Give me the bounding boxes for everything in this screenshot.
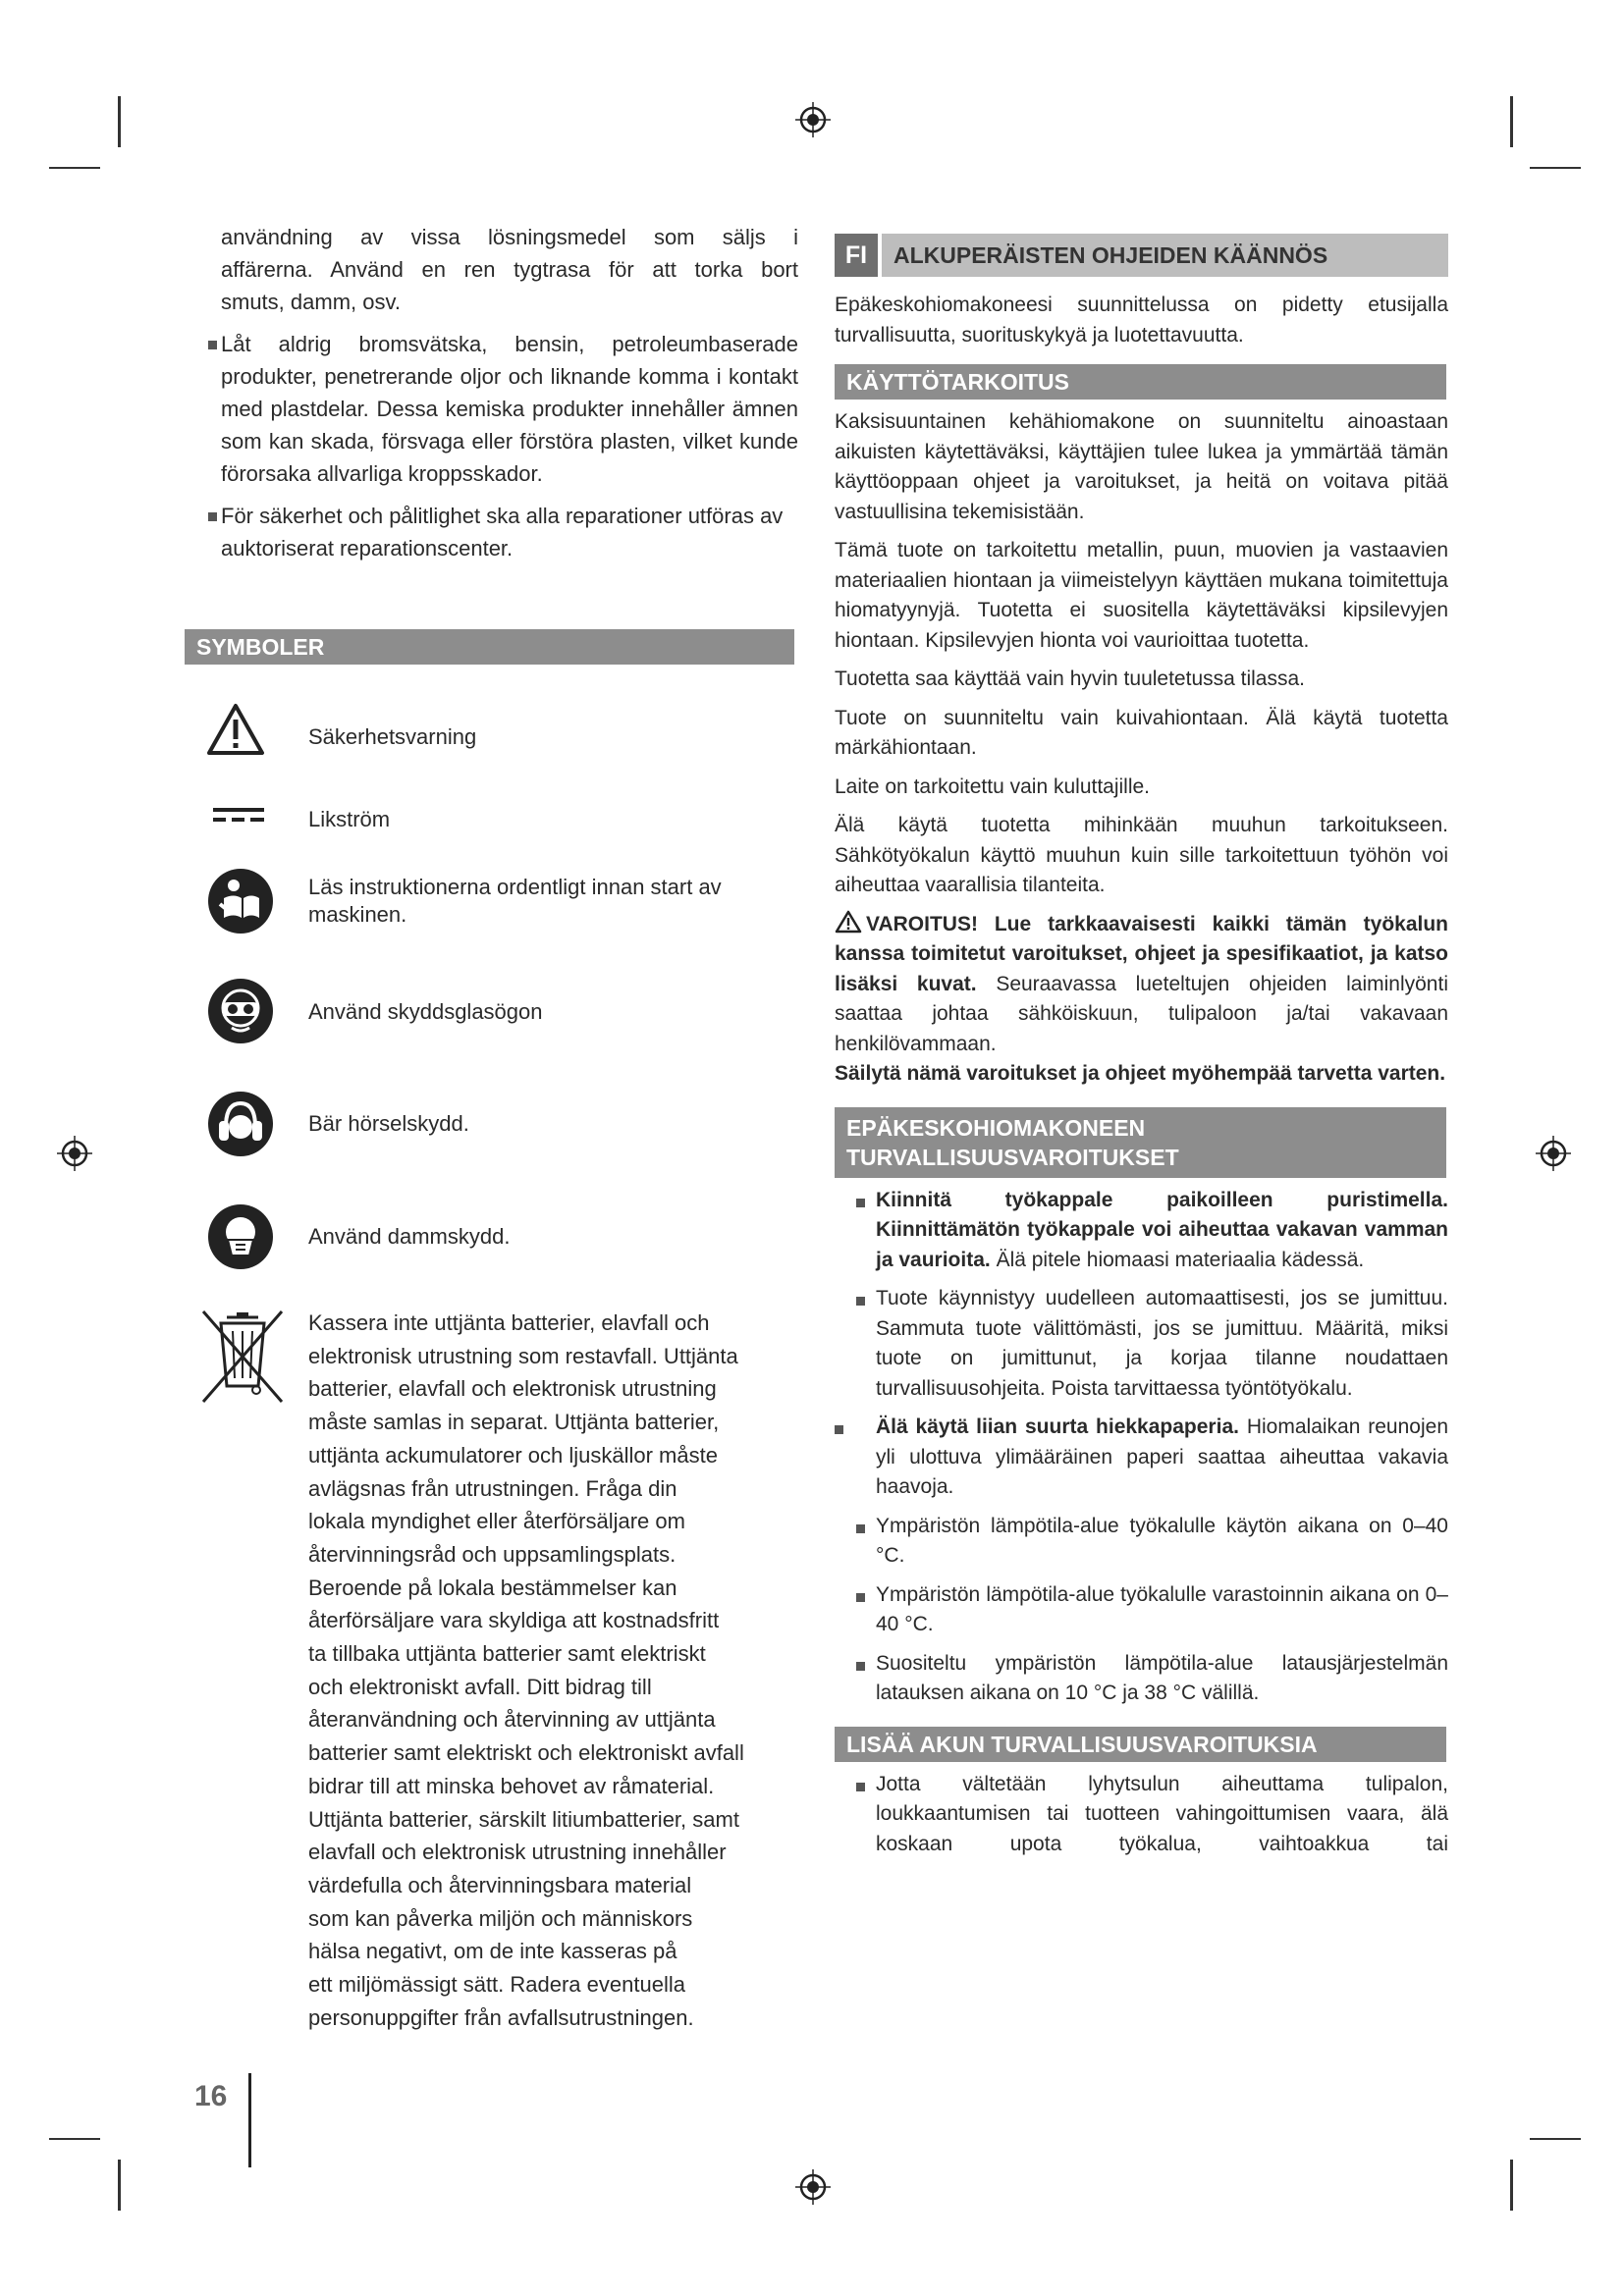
weee-text <box>308 1307 799 2034</box>
bullet-square-icon <box>835 1425 843 1434</box>
registration-mark-icon <box>793 2167 833 2207</box>
left-column <box>221 221 798 564</box>
weee-line: elavfall och elektronisk utrustning innehåller <box>308 1840 727 1865</box>
symbol-label: Likström <box>308 807 391 831</box>
page-number: 16 <box>194 2080 228 2112</box>
section-heading <box>835 1107 1446 1178</box>
heading-line: TURVALLISUUSVAROITUKSET <box>846 1144 1179 1170</box>
weee-line: batterier samt elektriskt och elektroniskt avfall <box>308 1740 744 1766</box>
crop-mark <box>1510 96 1513 147</box>
language-code-badge: FI <box>835 234 878 277</box>
section-heading: LISÄÄ AKUN TURVALLISUUSVAROITUKSIA <box>835 1727 1446 1762</box>
bullet-bold-text: Älä käytä liian suurta hiekkapaperia. <box>876 1415 1239 1438</box>
section-heading: SYMBOLER <box>185 629 794 665</box>
symbol-label: Säkerhetsvarning <box>308 724 477 749</box>
symbol-label: Läs instruktionerna ordentligt innan start av maskinen. <box>308 875 722 927</box>
intro-paragraph: Epäkeskohiomakoneesi suunnittelussa on pidetty etusijalla turvallisuutta, suorituskykyä ja luotettavuutta. <box>835 294 1448 347</box>
list-item <box>835 1284 1448 1404</box>
list-item <box>221 500 798 564</box>
paragraph: Tuote on suunniteltu vain kuivahiontaan. Älä käytä tuotetta märkähiontaan. <box>835 706 1448 759</box>
weee-line: lokala myndighet eller återförsäljare om <box>308 1509 685 1534</box>
crop-mark <box>118 2160 121 2211</box>
warning-triangle-icon <box>206 702 265 757</box>
bullet-square-icon <box>208 341 217 349</box>
weee-line: återförsäljare vara skyldiga att kostnadsfritt <box>308 1608 720 1633</box>
heading-line: EPÄKESKOHIOMAKONEEN <box>846 1114 1146 1141</box>
read-manual-icon <box>206 867 275 935</box>
list-item <box>221 328 798 490</box>
bullet-text: Älä pitele hiomaasi materiaalia kädessä. <box>996 1248 1365 1271</box>
bullet-square-icon <box>856 1783 865 1791</box>
list-item <box>835 1512 1448 1572</box>
bullet-square-icon <box>856 1662 865 1671</box>
weee-line: Kassera inte uttjänta batterier, elavfall och <box>308 1310 710 1335</box>
weee-line: värdefulla och återvinningsbara material <box>308 1872 692 1897</box>
symbol-label: Använd dammskydd. <box>308 1224 511 1249</box>
crop-mark <box>49 167 100 169</box>
list-item <box>835 1649 1448 1709</box>
list-item <box>835 1186 1448 1276</box>
paragraph: Kaksisuuntainen kehähiomakone on suunniteltu ainoastaan aikuisten käytettäväksi, käyttäjien tulee lukea ja ymmärtää tämän käyttöoppaan ohjeet ja varoitukset, ja heitä on voitava pitää vastuullisina tekemisistään. <box>835 410 1448 523</box>
language-title: ALKUPERÄISTEN OHJEIDEN KÄÄNNÖS <box>882 234 1448 277</box>
weee-line: återvinningsråd och uppsamlingsplats. <box>308 1541 677 1567</box>
weee-line: ta tillbaka uttjänta batterier samt elektriskt <box>308 1641 706 1667</box>
intro-line: affärerna. Använd en ren tygtrasa för att torka bort <box>221 257 798 282</box>
warning-triangle-icon <box>835 910 862 934</box>
bullet-text: Tuote käynnistyy uudelleen automaattisesti, jos se jumittuu. Sammuta tuote välittömästi, jos se jumittuu. Määritä, miksi tuote on jumittunut, ja korjaa tilanne noudattaen turvallisuusohjeita. Poista tarvittaessa työntötyökalu. <box>876 1287 1448 1400</box>
registration-mark-icon <box>1534 1134 1573 1173</box>
safety-goggles-icon <box>206 977 275 1045</box>
page-number-rule <box>248 2073 251 2167</box>
list-item <box>835 1580 1448 1640</box>
weee-line: Uttjänta batterier, särskilt litiumbatterier, samt <box>308 1806 739 1832</box>
weee-line: hälsa negativt, om de inte kasseras på <box>308 1939 677 1964</box>
bullet-text: Jotta vältetään lyhytsulun aiheuttama tulipalon, loukkaantumisen tai tuotteen vahingoittumisen vaara, älä koskaan upota työkalua, vaihtoakkua tai <box>876 1772 1448 1855</box>
bullet-square-icon <box>856 1524 865 1533</box>
intro-line: användning av vissa lösningsmedel som säljs i <box>221 225 798 249</box>
paragraph: Laite on tarkoitettu vain kuluttajille. <box>835 774 1151 798</box>
crop-mark <box>118 96 121 147</box>
bullet-square-icon <box>856 1297 865 1306</box>
weee-line: Beroende på lokala bestämmelser kan <box>308 1575 677 1600</box>
bullet-text: Suositeltu ympäristön lämpötila-alue latausjärjestelmän latauksen aikana on 10 °C ja 38 °C välillä. <box>876 1651 1448 1704</box>
weee-line: batterier, elavfall och elektronisk utrustning <box>308 1376 717 1402</box>
weee-line: personuppgifter från avfallsutrustningen. <box>308 2004 694 2030</box>
registration-mark-icon <box>793 100 833 139</box>
weee-line: måste samlas in separat. Uttjänta batterier, <box>308 1410 720 1435</box>
bullet-bold-text: Kiinnitä työkappale paikoilleen puristimella. Kiinnittämätön työkappale voi aiheuttaa vakavan vamman ja vaurioita. <box>876 1188 1448 1271</box>
symbol-label: Bär hörselskydd. <box>308 1111 469 1136</box>
language-header <box>835 234 1448 277</box>
ear-protection-icon <box>206 1090 275 1158</box>
warning-bold-text: VAROITUS! Lue tarkkaavaisesti kaikki tämän työkalun kanssa toimitetut varoitukset, ohjeet ja spesifikaatiot, ja katso lisäksi kuvat. <box>835 912 1448 995</box>
direct-current-icon <box>211 805 266 825</box>
paragraph: Tuotetta saa käyttää vain hyvin tuuletetussa tilassa. <box>835 667 1305 690</box>
paragraph: Älä käytä tuotetta mihinkään muuhun tarkoitukseen. Sähkötyökalun käyttö muuhun kuin sille tarkoitettuun työhön voi aiheuttaa vaarallisia tilanteita. <box>835 814 1448 896</box>
crop-mark <box>49 2138 100 2140</box>
weee-line: ett miljömässigt sätt. Radera eventuella <box>308 1972 685 1998</box>
bullet-text: Ympäristön lämpötila-alue työkalulle varastoinnin aikana on 0–40 °C. <box>876 1582 1448 1635</box>
weee-line: bidrar till att minska behovet av råmaterial. <box>308 1773 715 1798</box>
list-item <box>835 1413 1448 1503</box>
crop-mark <box>1530 2138 1581 2140</box>
weee-line: och elektroniskt avfall. Ditt bidrag till <box>308 1674 652 1699</box>
weee-line: avlägsnas från utrustningen. Fråga din <box>308 1475 677 1501</box>
section-heading: KÄYTTÖTARKOITUS <box>835 364 1446 400</box>
weee-line: uttjänta ackumulatorer och ljuskällor måste <box>308 1442 718 1468</box>
bullet-square-icon <box>208 512 217 521</box>
warning-paragraph <box>835 910 1448 1060</box>
crossed-bin-icon <box>199 1308 286 1406</box>
warning-text: Seuraavassa lueteltujen ohjeiden laiminlyönti saattaa johtaa sähköiskuun, tulipaloon ja/tai vakavaan henkilövammaan. <box>835 972 1448 1055</box>
registration-mark-icon <box>55 1134 94 1173</box>
bullet-text: Ympäristön lämpötila-alue työkalulle käytön aikana on 0–40 °C. <box>876 1514 1448 1567</box>
bullet-square-icon <box>856 1199 865 1207</box>
bullet-text: Låt aldrig bromsvätska, bensin, petroleumbaserade produkter, penetrerande oljor och liknande komma i kontakt med plastdelar. Dessa kemiska produkter innehåller ämnen som kan skada, försvaga eller förstöra plasten, vilket kunde förorsaka allvarliga kroppsskador. <box>221 332 798 486</box>
weee-line: som kan påverka miljön och människors <box>308 1905 693 1931</box>
right-column <box>835 234 1448 1859</box>
keep-instructions: Säilytä nämä varoitukset ja ohjeet myöhempää tarvetta varten. <box>835 1062 1446 1085</box>
bullet-square-icon <box>856 1593 865 1602</box>
list-item <box>835 1770 1448 1860</box>
weee-line: återanvändning och återvinning av uttjänta <box>308 1707 716 1733</box>
intro-line: smuts, damm, osv. <box>221 290 401 314</box>
weee-line: elektronisk utrustning som restavfall. Uttjänta <box>308 1343 738 1368</box>
paragraph: Tämä tuote on tarkoitettu metallin, puun, muovien ja vastaavien materiaalien hiontaan ja viimeistelyyn käyttäen mukana toimitettuja hiomatyynyjä. Tuotetta ei suositella käytettäväksi kipsilevyjen hiontaan. Kipsilevyjen hionta voi vaurioittaa tuotetta. <box>835 539 1448 652</box>
symbol-label: Använd skyddsglasögon <box>308 999 543 1024</box>
dust-mask-icon <box>206 1202 275 1271</box>
bullet-text: För säkerhet och pålitlighet ska alla reparationer utföras av auktoriserat reparationscenter. <box>221 504 784 561</box>
crop-mark <box>1510 2160 1513 2211</box>
bullet-text: Hiomalaikan reunojen yli ulottuva ylimääräinen paperi saattaa aiheuttaa vakavia haavoja. <box>876 1415 1448 1498</box>
crop-mark <box>1530 167 1581 169</box>
